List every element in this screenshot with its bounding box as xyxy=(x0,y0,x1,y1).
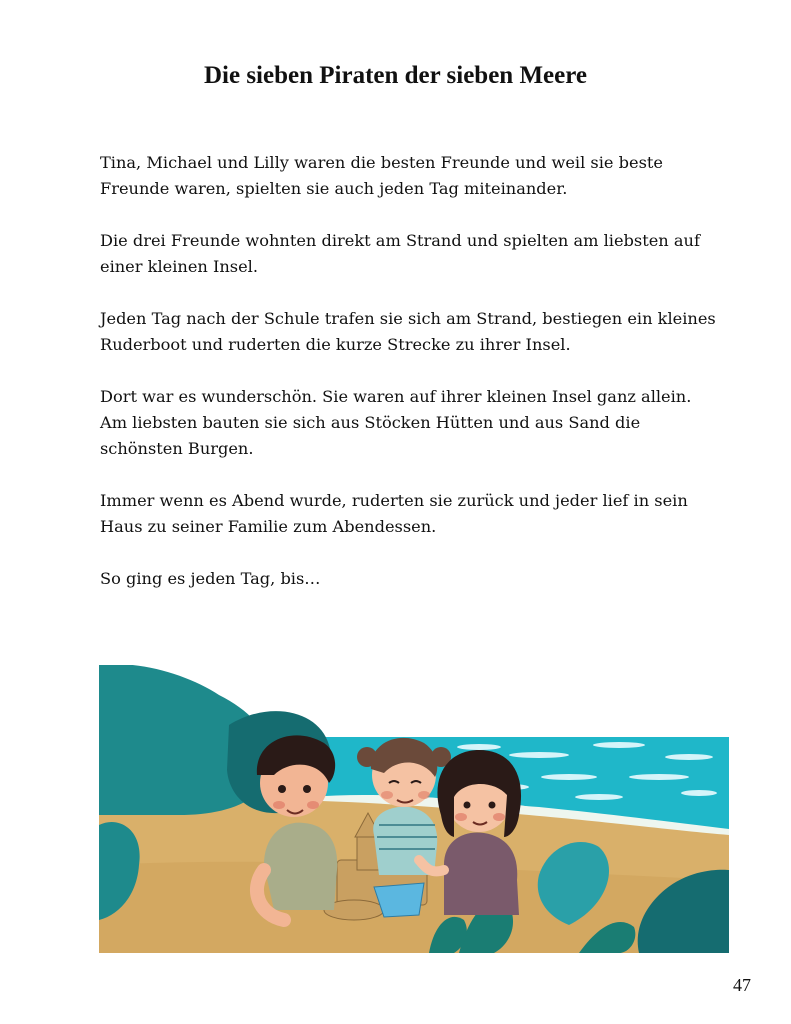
paragraph-4: Dort war es wunderschön. Sie waren auf ihrer kleinen Insel ganz allein. Am liebsten bauten sie sich aus Stöcken Hütten und aus Sand die schönsten Burgen. xyxy=(100,387,692,458)
paragraph-5: Immer wenn es Abend wurde, ruderten sie zurück und jeder lief in sein Haus zu seiner Familie zum Abendessen. xyxy=(100,491,688,536)
beach-scene-image xyxy=(99,665,729,953)
paragraph-2: Die drei Freunde wohnten direkt am Strand und spielten am liebsten auf einer kleinen Insel. xyxy=(100,231,700,276)
paragraph-3: Jeden Tag nach der Schule trafen sie sich am Strand, bestiegen ein kleines Ruderboot und ruderten die kurze Strecke zu ihrer Insel. xyxy=(100,309,716,354)
page-title: Die sieben Piraten der sieben Meere xyxy=(203,62,587,89)
beach-illustration xyxy=(99,665,729,953)
page-number: 47 xyxy=(733,975,751,995)
story-text xyxy=(100,150,740,618)
paragraph-6: So ging es jeden Tag, bis… xyxy=(100,569,321,588)
paragraph-1: Tina, Michael und Lilly waren die besten Freunde und weil sie beste Freunde waren, spielten sie auch jeden Tag miteinander. xyxy=(100,153,663,198)
